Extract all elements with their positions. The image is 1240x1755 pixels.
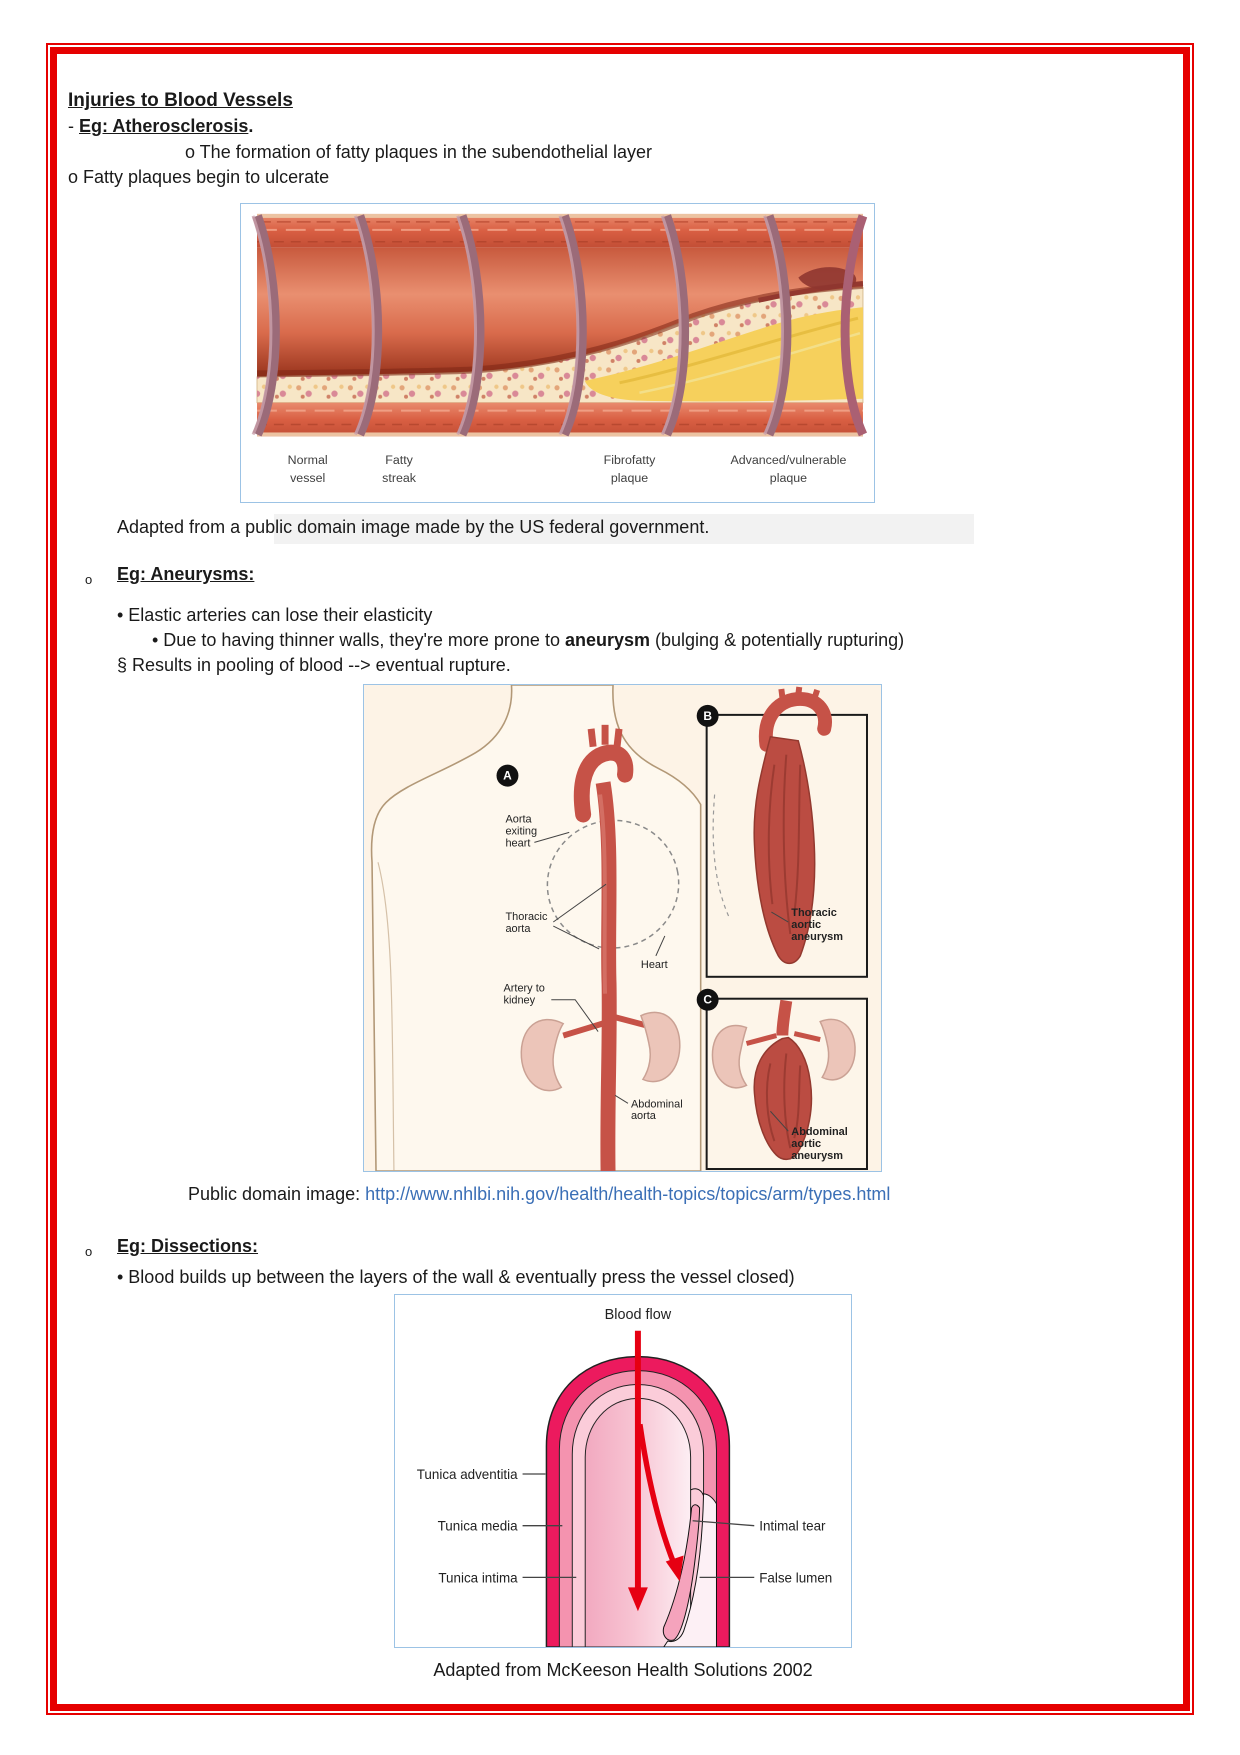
label-heart: Heart — [640, 958, 668, 971]
label-thoracic-aneurysm-3: aneurysm — [791, 930, 843, 943]
label-artery-kidney-2: kidney — [503, 994, 536, 1007]
stage-label-fibro-2: plaque — [610, 471, 649, 486]
stage-label-fatty-2: streak — [382, 471, 416, 486]
aneurysms-bullet-2 — [152, 630, 904, 651]
dissections-list-marker: o — [85, 1244, 93, 1259]
atherosclerosis-subline-1: o The formation of fatty plaques in the subendothelial layer — [185, 142, 652, 162]
label-thoracic-aneurysm-2: aortic — [791, 919, 822, 931]
atherosclerosis-illustration — [241, 204, 874, 502]
figure1-caption: Adapted from a public domain image made by the US federal government. — [117, 517, 710, 537]
label-tunica-adventitia: Tunica adventitia — [416, 1466, 518, 1482]
figure3-caption: Adapted from McKeeson Health Solutions 2002 — [433, 1660, 813, 1680]
panel-a-letter: A — [503, 768, 512, 783]
aneurysm-figure — [363, 684, 882, 1172]
aneurysms-list-marker: o — [85, 572, 93, 587]
panel-a-badge — [497, 765, 519, 787]
stage-label-normal-2: vessel — [290, 471, 326, 486]
label-abdominal-aneurysm-1: Abdominal — [791, 1126, 848, 1139]
atherosclerosis-label: Eg: Atherosclerosis — [79, 116, 249, 136]
label-tunica-media: Tunica media — [437, 1518, 518, 1534]
atherosclerosis-subline-2: o Fatty plaques begin to ulcerate — [68, 167, 330, 187]
figure2-caption — [188, 1184, 890, 1205]
stage-label-fatty-1: Fatty — [385, 453, 413, 468]
bullet2-bold-term: aneurysm — [564, 630, 651, 650]
stage-label-fibro-1: Fibrofatty — [603, 453, 656, 468]
label-abdominal-aorta-1: Abdominal — [630, 1098, 683, 1111]
label-artery-kidney-1: Artery to — [503, 982, 545, 995]
panel-c-letter: C — [703, 992, 712, 1007]
stage-labels — [288, 453, 847, 485]
atherosclerosis-figure — [240, 203, 875, 503]
bullet2-post: (bulging & potentially rupturing) — [650, 630, 905, 650]
aneurysms-heading: Eg: Aneurysms: — [117, 564, 255, 584]
stage-label-advanced-1: Advanced/vulnerable — [730, 453, 847, 468]
aneurysm-illustration — [364, 685, 881, 1171]
stage-label-normal-1: Normal — [287, 453, 328, 468]
aneurysms-bullet-1: • Elastic arteries can lose their elasticity — [117, 605, 433, 625]
panel-b-badge — [697, 705, 719, 727]
atherosclerosis-label-line — [68, 116, 253, 137]
atherosclerosis-period: . — [248, 116, 254, 136]
figure2-caption-prefix: Public domain image: — [188, 1184, 366, 1204]
stage-label-advanced-2: plaque — [769, 471, 808, 486]
dissection-figure — [394, 1294, 852, 1648]
page-title: Injuries to Blood Vessels — [68, 90, 293, 111]
dissection-illustration — [395, 1295, 851, 1647]
label-tunica-intima: Tunica intima — [438, 1570, 518, 1586]
label-abdominal-aneurysm-2: aortic — [791, 1138, 822, 1151]
label-blood-flow: Blood flow — [604, 1306, 672, 1323]
label-abdominal-aorta-2: aorta — [630, 1110, 656, 1123]
label-false-lumen: False lumen — [759, 1570, 833, 1586]
aneurysms-bullet-3: § Results in pooling of blood --> eventual rupture. — [117, 655, 511, 675]
label-thoracic-aorta-1: Thoracic — [505, 911, 548, 924]
label-aorta-exiting-3: heart — [505, 837, 531, 850]
panel-b-letter: B — [703, 708, 712, 723]
label-aorta-exiting-1: Aorta — [505, 813, 532, 826]
bullet2-pre: • Due to having thinner walls, they're more prone to — [152, 630, 565, 650]
label-abdominal-aneurysm-3: aneurysm — [791, 1150, 843, 1163]
label-aorta-exiting-2: exiting — [505, 825, 538, 838]
dash-prefix: - — [68, 116, 79, 136]
label-thoracic-aorta-2: aorta — [505, 922, 531, 935]
nhlbi-link[interactable]: http://www.nhlbi.nih.gov/health/health-topics/topics/arm/types.html — [365, 1184, 891, 1204]
dissections-bullet-1: • Blood builds up between the layers of the wall & eventually press the vessel closed) — [117, 1267, 795, 1287]
panel-c-badge — [697, 989, 719, 1011]
label-thoracic-aneurysm-1: Thoracic — [791, 907, 837, 920]
label-intimal-tear: Intimal tear — [759, 1518, 826, 1534]
dissections-heading: Eg: Dissections: — [117, 1236, 259, 1256]
